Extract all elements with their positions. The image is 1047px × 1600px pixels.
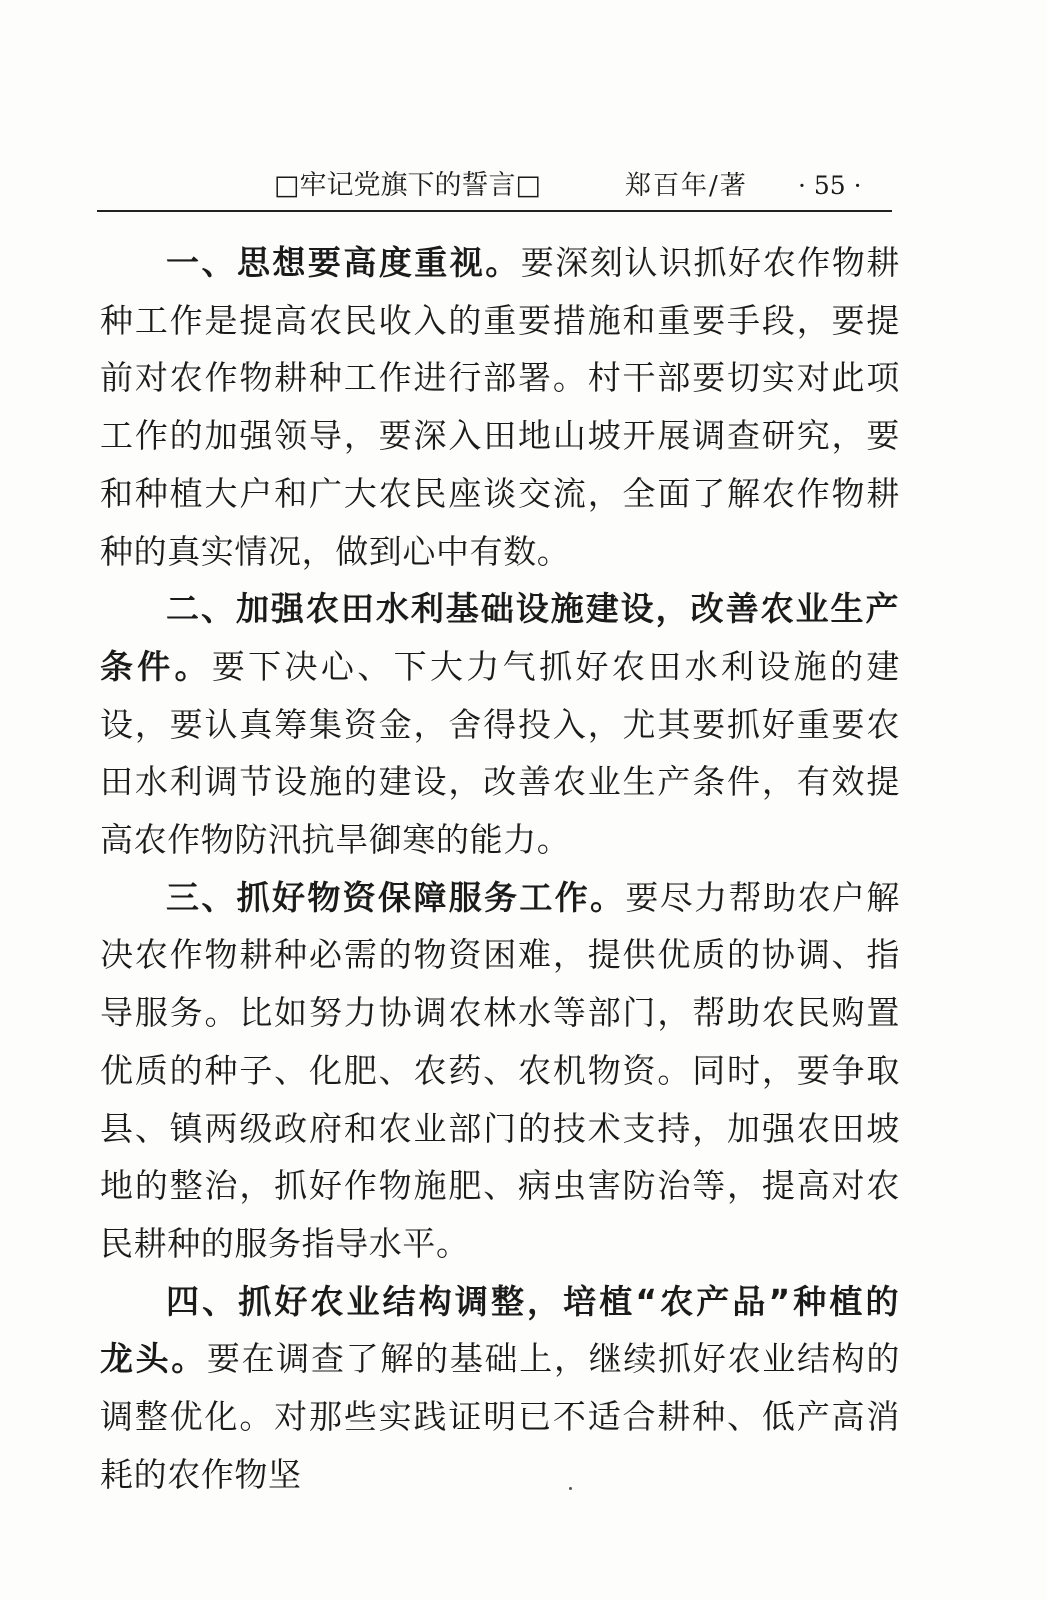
body-text — [100, 234, 900, 1503]
book-title: □牢记党旗下的誓言□ — [274, 170, 542, 201]
paragraph-1-heading: 一、思想要高度重视。 — [166, 243, 521, 282]
paragraph-1 — [100, 234, 900, 580]
paragraph-3 — [100, 869, 900, 1273]
paragraph-4 — [100, 1273, 900, 1504]
paragraph-2-text: 要下决心、下大力气抓好农田水利设施的建设，要认真筹集资金，舍得投入，尤其要抓好重要农田水利调节设施的建设，改善农业生产条件，有效提高农作物防汛抗旱御寒的能力。 — [100, 646, 901, 860]
paragraph-2 — [100, 580, 900, 869]
paragraph-1-text: 要深刻认识抓好农作物耕种工作是提高农民收入的重要措施和重要手段，要提前对农作物耕种工作进行部署。村干部要切实对此项工作的加强领导，要深入田地山坡开展调查研究，要和种植大户和广大农民座谈交流，全面了解农作物耕种的真实情况，做到心中有数。 — [100, 243, 900, 571]
paragraph-4-heading: 四、抓好农业结构调整，培植“农产品”种植的龙头。 — [100, 1281, 900, 1379]
author-credit: 郑百年/著 — [625, 171, 748, 201]
scan-speck — [569, 1487, 572, 1490]
paragraph-2-heading: 二、加强农田水利基础设施建设，改善农业生产条件。 — [100, 589, 900, 686]
paragraph-4-text: 要在调查了解的基础上，继续抓好农业结构的调整优化。对那些实践证明已不适合耕种、低产高消耗的农作物坚 — [100, 1339, 901, 1494]
paragraph-3-text: 要尽力帮助农户解决农作物耕种必需的物资困难，提供优质的协调、指导服务。比如努力协调农林水等部门，帮助农民购置优质的种子、化肥、农药、农机物资。同时，要争取县、镇两级政府和农业部门的技术支持，加强农田坡地的整治，抓好作物施肥、病虫害防治等，提高对农民耕种的服务指导水平。 — [100, 877, 901, 1263]
header-rule — [97, 210, 892, 212]
running-header — [98, 168, 891, 208]
paragraph-3-heading: 三、抓好物资保障服务工作。 — [166, 877, 626, 917]
page-number: · 55 · — [798, 171, 862, 200]
